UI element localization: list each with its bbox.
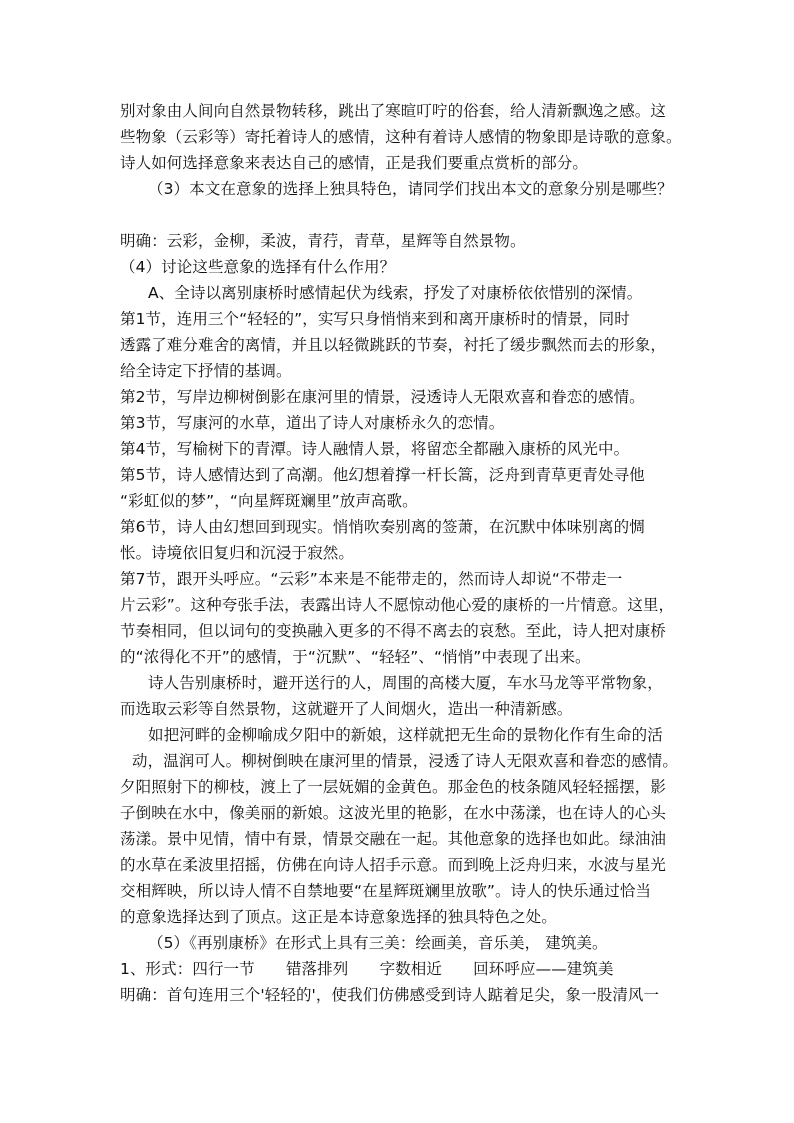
blank-line [120, 202, 700, 228]
text-line: 第6节，诗人由幻想回到现实。悄悄吹奏别离的签萧，在沉默中体味别离的惆 [120, 518, 645, 536]
text-line: 第2节，写岸边柳树倒影在康河里的情景，浸透诗人无限欢喜和眷恋的感情。 [120, 388, 645, 406]
text-line: 些物象（云彩等）寄托着诗人的感情，这种有着诗人感情的物象即是诗歌的意象。 [120, 128, 682, 146]
text-line: 1、形式：四行一节 错落排列 字数相近 回环呼应——建筑美 [120, 960, 614, 978]
text-line: 第4节，写榆树下的青潭。诗人融情人景，将留恋全都融入康桥的风光中。 [120, 440, 630, 458]
text-line: 的“浓得化不开”的感情，于“沉默”、“轻轻”、“悄悄”中表现了出来。 [120, 648, 591, 666]
question-5: （5）《再别康桥》在形式上具有三美：绘画美，音乐美， 建筑美。 [148, 934, 608, 952]
text-line: A、全诗以离别康桥时感情起伏为线索，抒发了对康桥依依惜别的深情。 [148, 284, 643, 302]
question-3: （3）本文在意象的选择上独具特色，请同学们找出本文的意象分别是哪些？ [148, 180, 673, 198]
text-line: 节奏相同，但以词句的变换融入更多的不得不离去的哀愁。至此，诗人把对康桥 [120, 622, 667, 640]
text-line: 透露了难分难舍的离情，并且以轻微跳跃的节奏，衬托了缓步飘然而去的形象， [120, 336, 667, 354]
text-line: 的水草在柔波里招摇，仿佛在向诗人招手示意。而到晚上泛舟归来，水波与星光 [120, 856, 667, 874]
text-line: 怅。诗境依旧复归和沉浸于寂然。 [120, 544, 355, 562]
text-line: “彩虹似的梦”，“向星辉斑斓里”放声高歌。 [120, 492, 418, 510]
text-line: 诗人如何选择意象来表达自己的感情，正是我们要重点赏析的部分。 [120, 154, 589, 172]
question-4: （4）讨论这些意象的选择有什么作用？ [120, 258, 396, 276]
answer-line: 明确：首句连用三个'轻轻的'，使我们仿佛感受到诗人踮着足尖，象一股清风一 [120, 986, 660, 1004]
text-line: 如把河畔的金柳喻成夕阳中的新娘，这样就把无生命的景物化作有生命的活 [148, 726, 663, 744]
document-page [120, 98, 700, 1008]
text-line: 子倒映在水中，像美丽的新娘。这波光里的艳影，在水中荡漾，也在诗人的心头 [120, 804, 667, 822]
text-line: 给全诗定下抒情的基调。 [120, 362, 292, 380]
text-line: 动，温润可人。柳树倒映在康河里的情景，浸透了诗人无限欢喜和眷恋的感情。 [132, 752, 679, 770]
text-line: 荡漾。景中见情，情中有景，情景交融在一起。其他意象的选择也如此。绿油油 [120, 830, 667, 848]
text-line: 的意象选择达到了顶点。这正是本诗意象选择的独具特色之处。 [120, 908, 557, 926]
text-line: 第7节，跟开头呼应。“云彩”本来是不能带走的，然而诗人却说“不带走一 [120, 570, 623, 588]
text-line: 第1节，连用三个“轻轻的”，实写只身悄悄来到和离开康桥时的情景，同时 [120, 310, 630, 328]
text-line: 别对象由人间向自然景物转移，跳出了寒暄叮咛的俗套，给人清新飘逸之感。这 [120, 102, 667, 120]
text-line: 片云彩”。这种夸张手法，表露出诗人不愿惊动他心爱的康桥的一片情意。这里， [120, 596, 675, 614]
text-line: 诗人告别康桥时，避开送行的人，周围的高楼大厦，车水马龙等平常物象， [148, 674, 663, 692]
text-line: 第3节，写康河的水草，道出了诗人对康桥永久的恋情。 [120, 414, 505, 432]
text-line: 第5节，诗人感情达到了高潮。他幻想着撑一杆长篙，泛舟到青草更青处寻他 [120, 466, 645, 484]
text-line: 夕阳照射下的柳枝，渡上了一层妩媚的金黄色。那金色的枝条随风轻轻摇摆，影 [120, 778, 667, 796]
text-line: 交相辉映，所以诗人情不自禁地要“在星辉斑斓里放歌”。诗人的快乐通过恰当 [120, 882, 652, 900]
answer-line: 明确：云彩，金柳，柔波，青荇，青草，星辉等自然景物。 [120, 232, 526, 250]
text-line: 而选取云彩等自然景物，这就避开了人间烟火，造出一种清新感。 [120, 700, 573, 718]
